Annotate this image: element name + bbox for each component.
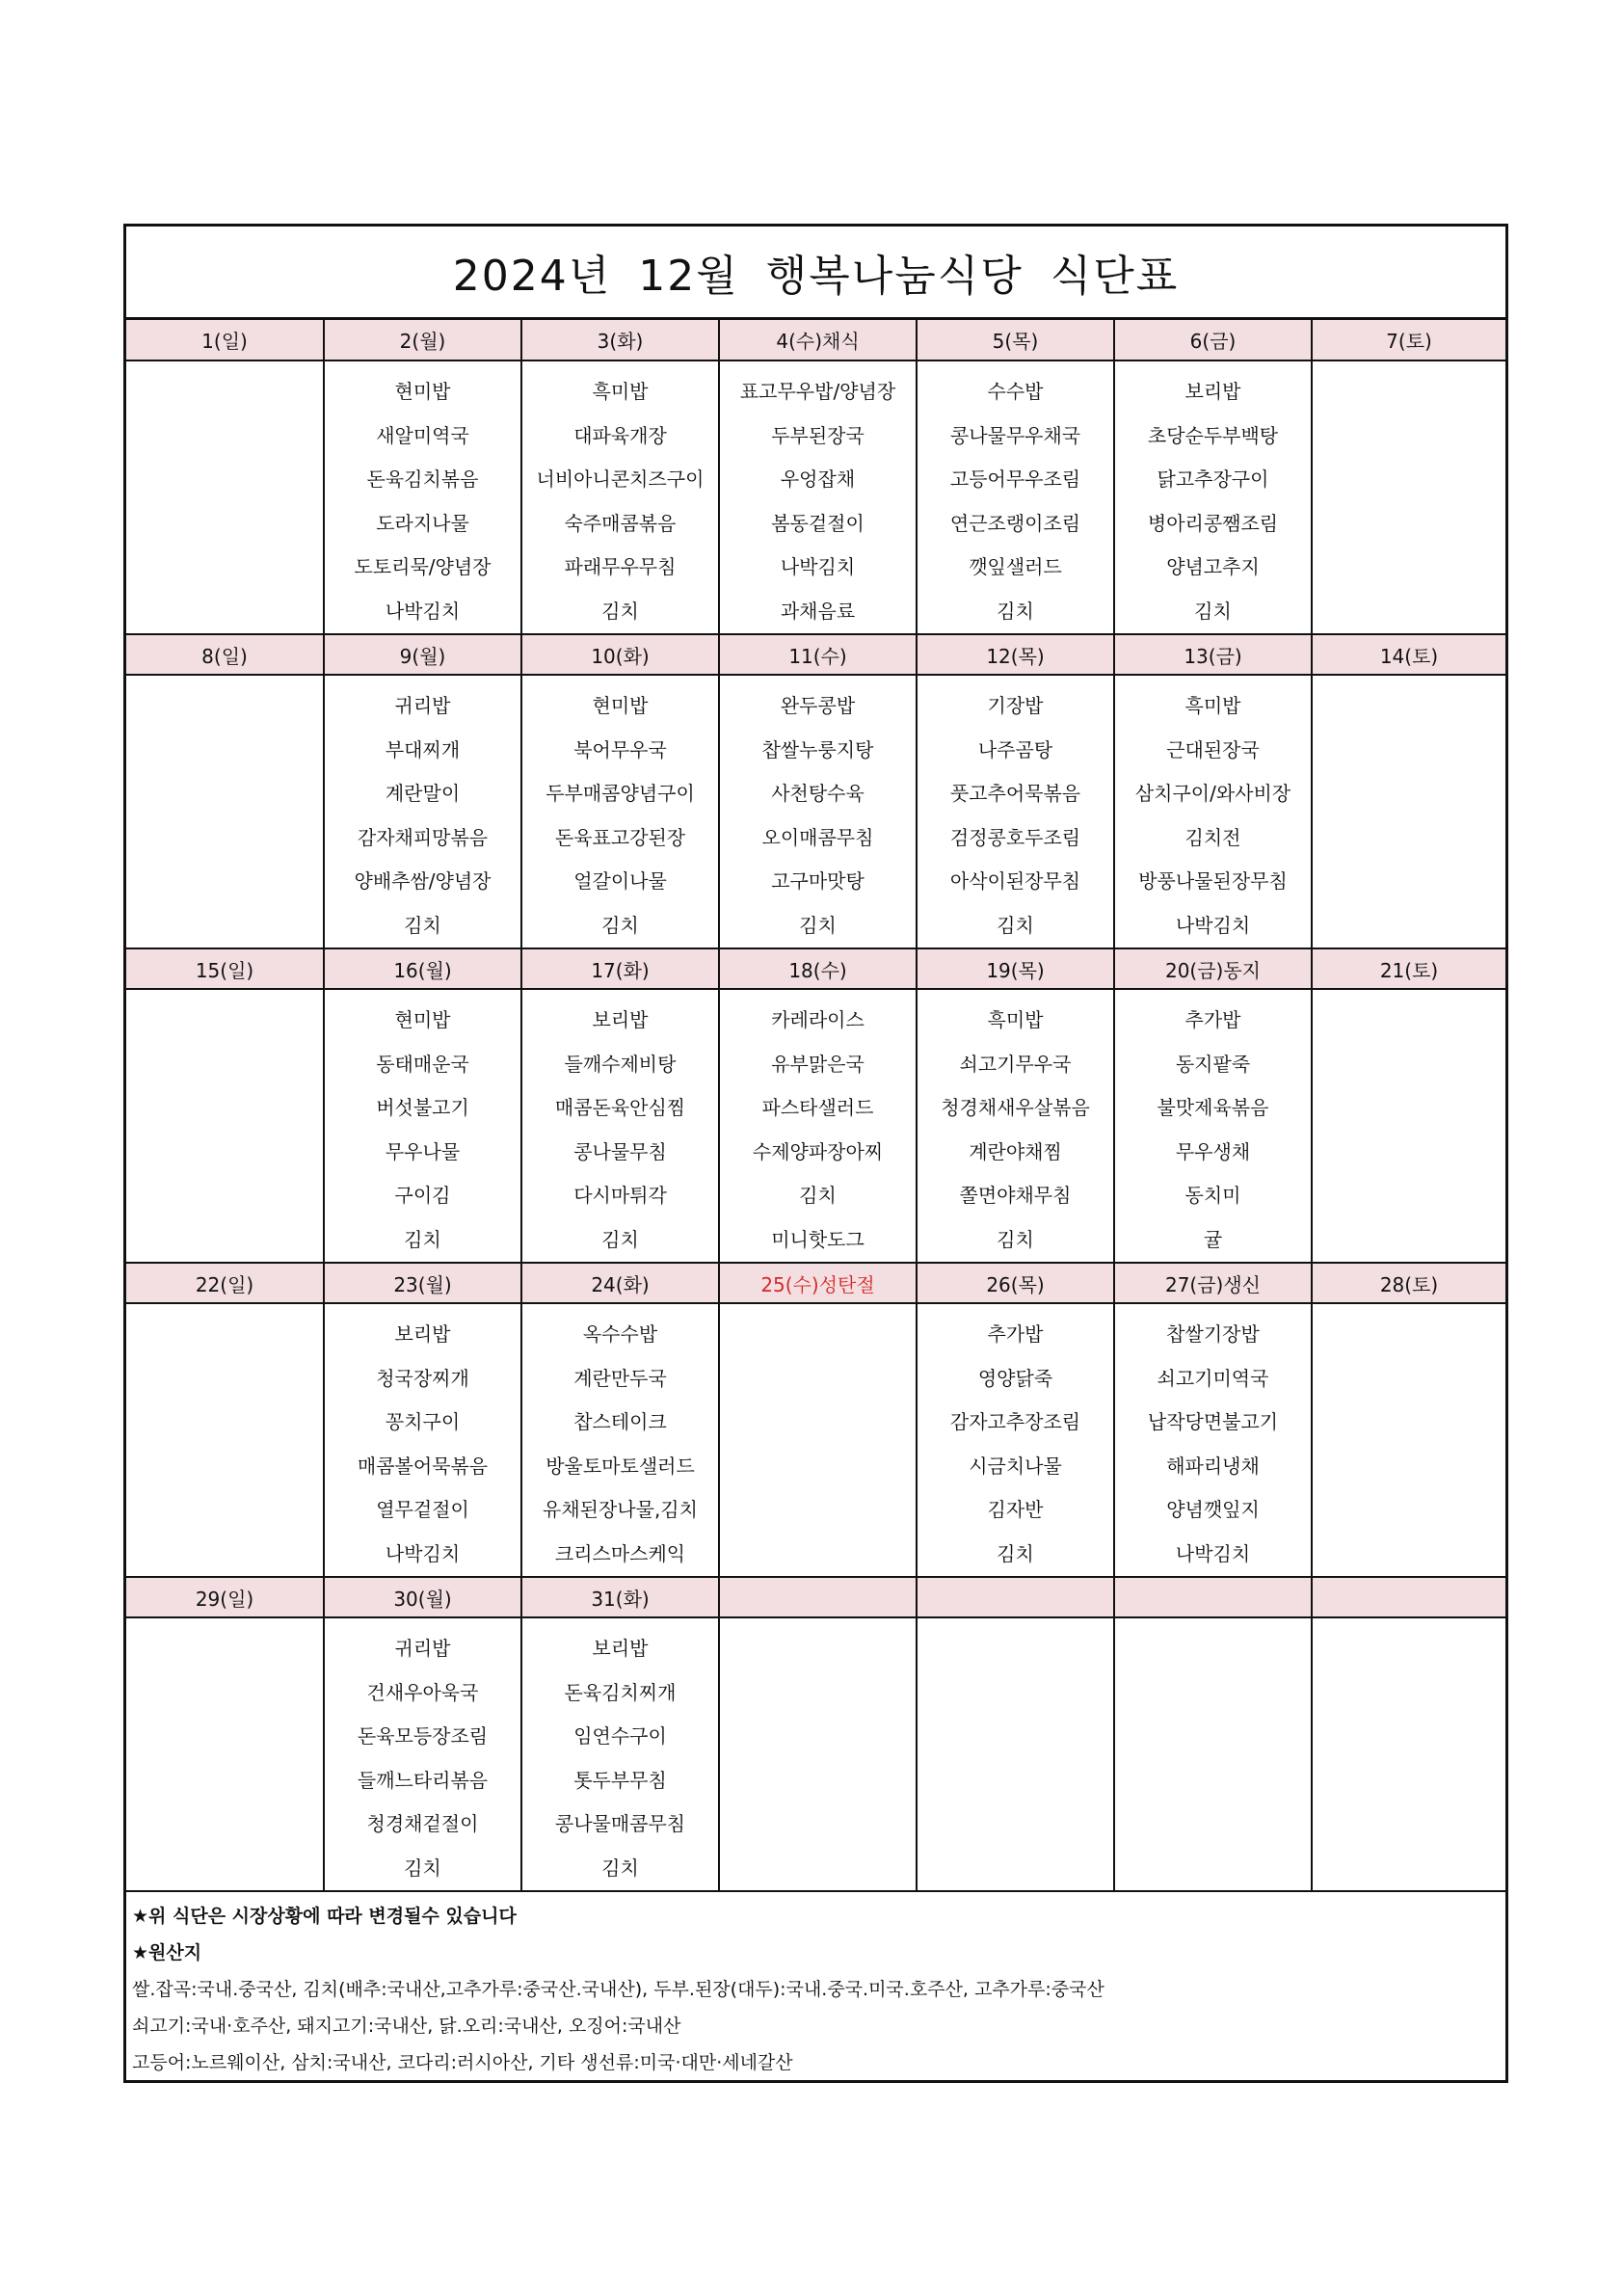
day-menu-cell <box>1114 1617 1312 1891</box>
menu-item: 두부된장국 <box>771 423 865 447</box>
menu-item: 병아리콩쨈조림 <box>1147 511 1279 535</box>
page-title: 2024년 12월 행복나눔식당 식단표 <box>452 252 1180 301</box>
menu-item: 김치 <box>601 599 639 623</box>
menu-item: 불맛제육볶음 <box>1157 1096 1269 1119</box>
menu-item: 현미밥 <box>592 694 649 717</box>
day-menu-cell <box>1114 675 1312 948</box>
menu-item: 추가밥 <box>1184 1008 1241 1031</box>
week-header-row <box>126 1263 1505 1303</box>
menu-item: 아삭이된장무침 <box>949 869 1081 893</box>
week-menu-row <box>126 360 1505 634</box>
menu-item: 다시마튀각 <box>573 1184 667 1207</box>
menu-item: 검정콩호두조림 <box>949 825 1081 849</box>
menu-item: 돈육김치볶음 <box>366 467 479 491</box>
menu-item: 초당순두부백탕 <box>1147 423 1279 447</box>
day-menu-cell <box>324 989 521 1263</box>
menu-item: 수수밥 <box>987 380 1044 403</box>
menu-item: 김치 <box>997 913 1034 937</box>
menu-item: 수제양파장아찌 <box>752 1139 884 1163</box>
menu-item: 옥수수밥 <box>582 1322 658 1346</box>
menu-item: 시금치나물 <box>969 1454 1062 1478</box>
menu-item: 동지팥죽 <box>1175 1052 1251 1076</box>
menu-item: 동태매운국 <box>376 1052 469 1076</box>
menu-item: 양념깻잎지 <box>1166 1498 1260 1521</box>
day-label: 1(일) <box>126 320 324 360</box>
day-label: 17(화) <box>521 948 719 989</box>
day-label: 12(목) <box>917 634 1114 675</box>
menu-item: 김치 <box>997 599 1034 623</box>
menu-item: 도토리묵/양념장 <box>354 555 492 578</box>
menu-item: 돈육모등장조림 <box>357 1724 489 1748</box>
menu-item: 청경채겉절이 <box>366 1812 479 1835</box>
origin-line: 고등어:노르웨이산, 삼치:국내산, 코다리:러시아산, 기타 생선류:미국·대만·세네갈산 <box>132 2052 793 2073</box>
day-label: 22(일) <box>126 1263 324 1303</box>
menu-item: 돈육표고강된장 <box>554 825 686 849</box>
menu-item: 보리밥 <box>592 1637 649 1660</box>
day-label: 29(일) <box>126 1577 324 1617</box>
menu-calendar-table <box>126 320 1505 1892</box>
menu-item: 쇠고기무우국 <box>959 1052 1072 1076</box>
menu-item: 찹쌀누룽지탕 <box>761 737 874 761</box>
day-label: 19(목) <box>917 948 1114 989</box>
day-label <box>1312 1577 1505 1617</box>
menu-item: 대파육개장 <box>573 423 667 447</box>
menu-item: 새알미역국 <box>376 423 469 447</box>
menu-item: 흑미밥 <box>1184 694 1241 717</box>
menu-item: 과채음료 <box>780 599 856 623</box>
menu-item: 흑미밥 <box>592 380 649 403</box>
origin-title: ★원산지 <box>132 1942 202 1963</box>
day-menu-cell <box>1312 1303 1505 1577</box>
day-menu-cell <box>917 360 1114 634</box>
day-menu-cell <box>126 989 324 1263</box>
day-menu-cell <box>126 1303 324 1577</box>
menu-item: 양배추쌈/양념장 <box>354 869 492 893</box>
menu-item: 김치 <box>404 913 441 937</box>
day-menu-cell <box>917 989 1114 1263</box>
menu-item: 얼갈이나물 <box>573 869 667 893</box>
menu-item: 나박김치 <box>385 599 461 623</box>
menu-item: 김치전 <box>1184 825 1241 849</box>
menu-item: 양념고추지 <box>1166 555 1260 578</box>
day-label: 25(수)성탄절 <box>719 1263 917 1303</box>
menu-item: 김치 <box>799 1184 837 1207</box>
menu-item: 나박김치 <box>1175 1541 1251 1565</box>
menu-sheet <box>123 224 1508 2083</box>
menu-item: 보리밥 <box>394 1322 451 1346</box>
menu-item: 방풍나물된장무침 <box>1138 869 1288 893</box>
day-label: 20(금)동지 <box>1114 948 1312 989</box>
day-menu-cell <box>1312 360 1505 634</box>
menu-item: 계란야채찜 <box>969 1139 1062 1163</box>
day-label: 18(수) <box>719 948 917 989</box>
origin-line: 쌀.잡곡:국내.중국산, 김치(배추:국내산,고추가루:중국산.국내산), 두부.된장(대두):국내.중국.미국.호주산, 고추가루:중국산 <box>132 1979 1104 2000</box>
menu-item: 매콤볼어묵볶음 <box>357 1454 489 1478</box>
day-menu-cell <box>126 1617 324 1891</box>
menu-item: 들깨느타리볶음 <box>357 1768 489 1792</box>
day-label: 11(수) <box>719 634 917 675</box>
menu-item: 김치 <box>601 1855 639 1880</box>
menu-item: 콩나물무침 <box>573 1139 667 1163</box>
day-menu-cell <box>917 1303 1114 1577</box>
menu-item: 찹스테이크 <box>573 1410 667 1433</box>
week-menu-row <box>126 1617 1505 1891</box>
menu-item: 톳두부무침 <box>573 1768 667 1792</box>
menu-item: 나박김치 <box>1175 913 1251 937</box>
menu-item: 우엉잡채 <box>780 467 856 491</box>
menu-item: 연근조랭이조림 <box>949 511 1081 535</box>
day-label: 4(수)채식 <box>719 320 917 360</box>
menu-item: 흑미밥 <box>987 1008 1044 1031</box>
menu-item: 추가밥 <box>987 1322 1044 1346</box>
menu-item: 나박김치 <box>780 555 856 578</box>
menu-item: 찹쌀기장밥 <box>1166 1322 1260 1346</box>
menu-item: 풋고추어묵볶음 <box>949 782 1081 805</box>
menu-item: 임연수구이 <box>573 1724 667 1748</box>
menu-item: 북어무우국 <box>573 737 667 761</box>
menu-item: 부대찌개 <box>385 737 461 761</box>
menu-item: 납작당면불고기 <box>1147 1410 1279 1433</box>
day-label: 3(화) <box>521 320 719 360</box>
menu-item: 고구마맛탕 <box>771 869 865 893</box>
menu-item: 감자고추장조림 <box>949 1410 1081 1433</box>
week-menu-row <box>126 675 1505 948</box>
menu-item: 유부맑은국 <box>771 1052 865 1076</box>
menu-item: 파래무우무침 <box>564 555 677 578</box>
menu-item: 숙주매콤볶음 <box>564 511 677 535</box>
day-menu-cell <box>521 1303 719 1577</box>
day-label: 6(금) <box>1114 320 1312 360</box>
menu-item: 깻잎샐러드 <box>969 555 1062 578</box>
menu-item: 김치 <box>997 1541 1034 1565</box>
day-label: 7(토) <box>1312 320 1505 360</box>
menu-item: 두부매콤양념구이 <box>545 782 695 805</box>
menu-item: 들깨수제비탕 <box>564 1052 677 1076</box>
menu-item: 김치 <box>997 1227 1034 1251</box>
menu-item: 구이김 <box>394 1184 451 1207</box>
day-menu-cell <box>719 360 917 634</box>
menu-item: 김치 <box>601 913 639 937</box>
day-menu-cell <box>1114 989 1312 1263</box>
menu-item: 크리스마스케익 <box>554 1541 686 1565</box>
menu-item: 닭고추장구이 <box>1157 467 1269 491</box>
menu-item: 보리밥 <box>592 1008 649 1031</box>
menu-item: 돈육김치찌개 <box>564 1680 677 1704</box>
menu-item: 해파리냉채 <box>1166 1454 1260 1478</box>
day-menu-cell <box>719 675 917 948</box>
menu-item: 꽁치구이 <box>385 1410 461 1433</box>
menu-item: 파스타샐러드 <box>761 1096 874 1119</box>
menu-item: 동치미 <box>1184 1184 1241 1207</box>
menu-item: 버섯불고기 <box>376 1096 469 1119</box>
menu-item: 김치 <box>404 1227 441 1251</box>
day-menu-cell <box>324 1303 521 1577</box>
day-menu-cell <box>719 1303 917 1577</box>
menu-item: 계란만두국 <box>573 1366 667 1390</box>
menu-item: 콩나물무우채국 <box>949 423 1081 447</box>
menu-item: 귤 <box>1203 1227 1223 1251</box>
day-menu-cell <box>324 1617 521 1891</box>
menu-item: 김자반 <box>987 1498 1044 1521</box>
menu-item: 사천탕수육 <box>771 782 865 805</box>
calendar-body <box>126 320 1505 1891</box>
menu-item: 귀리밥 <box>394 1637 451 1660</box>
menu-item: 삼치구이/와사비장 <box>1134 782 1291 805</box>
menu-item: 기장밥 <box>987 694 1044 717</box>
day-menu-cell <box>1312 989 1505 1263</box>
menu-item: 미니핫도그 <box>771 1227 865 1251</box>
menu-item: 콩나물매콤무침 <box>554 1812 686 1835</box>
menu-item: 완두콩밥 <box>780 694 856 717</box>
day-label: 10(화) <box>521 634 719 675</box>
day-menu-cell <box>324 360 521 634</box>
menu-item: 계란말이 <box>385 782 461 805</box>
menu-item: 영양닭죽 <box>977 1366 1053 1390</box>
day-menu-cell <box>521 675 719 948</box>
menu-item: 나박김치 <box>385 1541 461 1565</box>
day-label: 13(금) <box>1114 634 1312 675</box>
menu-item: 무우생채 <box>1175 1139 1251 1163</box>
day-label: 8(일) <box>126 634 324 675</box>
menu-item: 무우나물 <box>385 1139 461 1163</box>
day-label: 21(토) <box>1312 948 1505 989</box>
day-menu-cell <box>1114 360 1312 634</box>
day-menu-cell <box>324 675 521 948</box>
menu-item: 매콤돈육안심찜 <box>554 1096 686 1119</box>
day-label: 27(금)생신 <box>1114 1263 1312 1303</box>
week-header-row <box>126 948 1505 989</box>
menu-item: 건새우아욱국 <box>366 1680 479 1704</box>
menu-item: 열무겉절이 <box>376 1498 469 1521</box>
day-menu-cell <box>1312 1617 1505 1891</box>
menu-item: 청국장찌개 <box>376 1366 469 1390</box>
menu-item: 김치 <box>1194 599 1232 623</box>
week-header-row <box>126 634 1505 675</box>
menu-item: 너비아니콘치즈구이 <box>536 467 705 491</box>
day-label: 5(목) <box>917 320 1114 360</box>
day-menu-cell <box>719 989 917 1263</box>
menu-item: 김치 <box>799 913 837 937</box>
day-label: 15(일) <box>126 948 324 989</box>
menu-item: 귀리밥 <box>394 694 451 717</box>
week-header-row <box>126 320 1505 360</box>
title-row <box>126 227 1505 320</box>
day-menu-cell <box>719 1617 917 1891</box>
day-menu-cell <box>917 1617 1114 1891</box>
day-menu-cell <box>521 360 719 634</box>
menu-item: 쇠고기미역국 <box>1157 1366 1269 1390</box>
day-label: 9(월) <box>324 634 521 675</box>
week-menu-row <box>126 1303 1505 1577</box>
week-header-row <box>126 1577 1505 1617</box>
menu-item: 근대된장국 <box>1166 737 1260 761</box>
menu-item: 보리밥 <box>1184 380 1241 403</box>
day-menu-cell <box>917 675 1114 948</box>
day-label <box>719 1577 917 1617</box>
day-menu-cell <box>126 675 324 948</box>
menu-item: 현미밥 <box>394 1008 451 1031</box>
menu-item: 김치 <box>601 1227 639 1251</box>
menu-item: 고등어무우조림 <box>949 467 1081 491</box>
menu-item: 카레라이스 <box>771 1008 865 1031</box>
menu-item: 김치 <box>404 1855 441 1880</box>
menu-item: 오이매콤무침 <box>761 825 874 849</box>
menu-item: 쫄면야채무침 <box>959 1184 1072 1207</box>
menu-item: 표고무우밥/양념장 <box>739 380 896 403</box>
day-label: 16(월) <box>324 948 521 989</box>
day-label: 30(월) <box>324 1577 521 1617</box>
menu-item: 나주곰탕 <box>977 737 1053 761</box>
day-label: 28(토) <box>1312 1263 1505 1303</box>
menu-item: 방울토마토샐러드 <box>545 1454 695 1478</box>
menu-item: 봄동겉절이 <box>771 511 865 535</box>
day-menu-cell <box>1114 1303 1312 1577</box>
day-label: 14(토) <box>1312 634 1505 675</box>
day-menu-cell <box>1312 675 1505 948</box>
day-label: 26(목) <box>917 1263 1114 1303</box>
day-menu-cell <box>521 989 719 1263</box>
change-notice: ★위 식단은 시장상황에 따라 변경될수 있습니다 <box>132 1906 517 1927</box>
menu-item: 유채된장나물,김치 <box>543 1498 698 1521</box>
day-label: 31(화) <box>521 1577 719 1617</box>
notes-section <box>126 1892 1505 2081</box>
menu-item: 현미밥 <box>394 380 451 403</box>
day-label: 24(화) <box>521 1263 719 1303</box>
day-label <box>917 1577 1114 1617</box>
menu-item: 감자채피망볶음 <box>357 825 489 849</box>
menu-item: 도라지나물 <box>376 511 469 535</box>
origin-line: 쇠고기:국내·호주산, 돼지고기:국내산, 닭.오리:국내산, 오징어:국내산 <box>132 2016 681 2037</box>
day-menu-cell <box>126 360 324 634</box>
menu-item: 청경채새우살볶음 <box>941 1096 1090 1119</box>
day-label <box>1114 1577 1312 1617</box>
day-label: 23(월) <box>324 1263 521 1303</box>
day-menu-cell <box>521 1617 719 1891</box>
day-label: 2(월) <box>324 320 521 360</box>
week-menu-row <box>126 989 1505 1263</box>
